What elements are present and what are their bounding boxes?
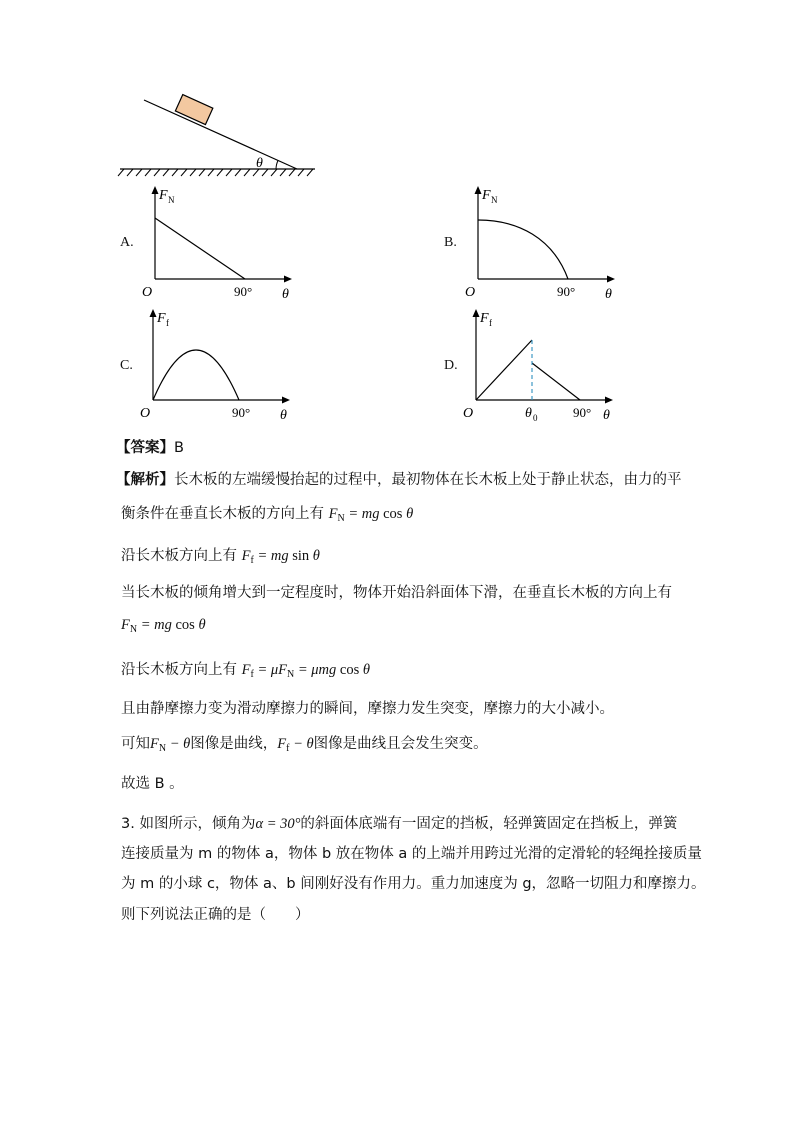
graph-d-xlabel: θ	[603, 408, 610, 423]
graph-c-curve	[153, 350, 239, 400]
graph-a-xlabel: θ	[282, 287, 289, 302]
graph-d-curve-fall	[532, 363, 580, 400]
analysis-line-3: 沿长木板方向上有 $F_f$ = mg sin θ	[121, 548, 320, 566]
analysis-line-1: 【解析】长木板的左端缓慢抬起的过程中，最初物体在长木板上处于静止状态，由力的平	[116, 472, 682, 488]
graph-b-tick-90: 90°	[557, 284, 576, 299]
analysis-line-2: 衡条件在垂直长木板的方向上有 $F_N$ = mg cos θ	[121, 506, 414, 524]
incline-figure	[110, 90, 330, 185]
q3-line-1: 3. 如图所示，倾角为α = 30°的斜面体底端有一固定的挡板，轻弹簧固定在挡板上，弹簧	[121, 816, 678, 832]
graph-c-xlabel: θ	[280, 408, 287, 423]
option-d-label: D.	[444, 358, 458, 373]
analysis-label: 【解析】	[116, 472, 174, 488]
graph-a-curve	[155, 218, 245, 279]
q3-line-4: 则下列说法正确的是（ ）	[121, 907, 310, 923]
analysis-line-4: 当长木板的倾角增大到一定程度时，物体开始沿斜面体下滑，在垂直长木板的方向上有	[121, 585, 672, 601]
graph-c	[135, 304, 310, 424]
graph-d	[458, 304, 633, 429]
analysis-line-eq3: $F_N$ = mg cos θ	[121, 617, 206, 635]
graph-b-ylabel: F	[482, 188, 491, 203]
graph-d-ylabel: F	[480, 311, 489, 326]
incline-angle-label: θ	[256, 156, 263, 171]
graph-b	[458, 183, 633, 303]
q3-line-3: 为 m 的小球 c，物体 a、b 间刚好没有作用力。重力加速度为 g，忽略一切阻力和摩擦力。	[121, 876, 706, 892]
analysis-line-7: 可知$F_N - \theta$图像是曲线，$F_f - \theta$图像是曲线且会发生突变。	[121, 736, 488, 754]
option-c-label: C.	[120, 358, 133, 373]
graph-d-theta0-sub: 0	[533, 413, 538, 423]
graph-d-curve-rise	[476, 340, 532, 400]
answer-line	[116, 436, 184, 457]
graph-c-tick-90: 90°	[232, 405, 251, 420]
graph-d-theta0: θ	[525, 406, 532, 421]
graph-c-origin: O	[140, 406, 151, 421]
graph-b-curve	[478, 220, 568, 279]
graph-d-tick-90: 90°	[573, 405, 592, 420]
analysis-line-5: 沿长木板方向上有 $F_f = \mu F_N = \mu mg$ cos θ	[121, 662, 370, 680]
graph-c-ysub: f	[166, 318, 169, 328]
graph-b-origin: O	[465, 285, 476, 300]
graph-a-tick-90: 90°	[234, 284, 253, 299]
graph-c-ylabel: F	[157, 311, 166, 326]
graph-d-origin: O	[463, 406, 474, 421]
q3-line-2: 连接质量为 m 的物体 a，物体 b 放在物体 a 的上端并用跨过光滑的定滑轮的轻绳拴接质量	[121, 846, 702, 862]
analysis-line-6: 且由静摩擦力变为滑动摩擦力的瞬间，摩擦力发生突变，摩擦力的大小减小。	[121, 701, 614, 717]
graph-b-ysub: N	[491, 195, 498, 205]
option-a-label: A.	[120, 235, 134, 250]
graph-a-origin: O	[142, 285, 153, 300]
block	[175, 95, 212, 125]
answer-label: 【答案】	[116, 440, 174, 456]
graph-a	[135, 183, 310, 303]
answer-value: B	[174, 440, 184, 456]
q3-alpha: α = 30°	[255, 816, 301, 832]
option-b-label: B.	[444, 235, 457, 250]
analysis-line-8: 故选 B 。	[121, 776, 184, 792]
graph-a-ylabel: F	[159, 188, 168, 203]
graph-a-ysub: N	[168, 195, 175, 205]
graph-d-ysub: f	[489, 318, 492, 328]
graph-b-xlabel: θ	[605, 287, 612, 302]
